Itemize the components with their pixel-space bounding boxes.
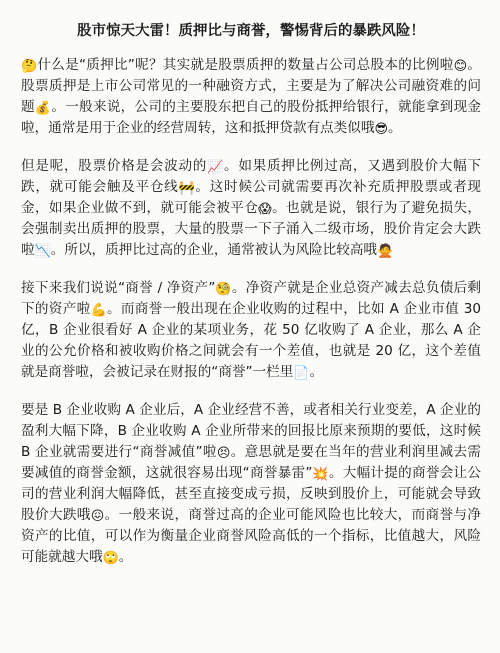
- paragraph-text: 。一般来说，商誉过高的企业可能风险也比较大，而商誉与净资产的比值，可以作为衡量企业商誉风险高低的一个指标，比值越大，风险可能就越大哦: [21, 507, 482, 565]
- paragraph-text: 。如果质押比例过高，又遇到股价大幅下跌，就可能会触及平仓线: [21, 158, 482, 195]
- paragraph-text: 但是呢，股票价格是会波动的: [21, 158, 208, 174]
- emoji-icon: 📄: [293, 366, 310, 381]
- paragraph-text: 。股票质押是上市公司常见的一种融资方式，主要是为了解决公司融资难的问题: [21, 57, 482, 115]
- paragraph-text: 。这时候公司就需要再次补充质押股票或者现金，如果企业做不到，就可能会被平仓: [21, 179, 482, 216]
- emoji-icon: 🙄: [102, 551, 119, 566]
- emoji-icon: 😎: [374, 122, 388, 137]
- paragraph-text: 。也就是说，银行为了避免损失，会强制卖出质押的股票，大量的股票一下子涌入二级市场，股价肯定会大跌啦: [21, 200, 482, 258]
- emoji-icon: 💰: [34, 101, 52, 116]
- paragraph-text: 。: [309, 364, 324, 380]
- paragraph: [21, 156, 481, 261]
- paragraph-text: 。: [118, 549, 133, 565]
- emoji-icon: 💪: [90, 303, 107, 318]
- paragraph-text: 接下来我们说说“商誉 / 净资产”: [21, 280, 216, 296]
- paragraph-text: 。意思就是要在当年的营业利润里减去需要减值的商誉金额，这就很容易出现“商誉暴雷”: [21, 444, 482, 481]
- emoji-icon: 📈: [207, 160, 224, 175]
- emoji-icon: 📉: [34, 244, 51, 259]
- paragraph-text: 。所以，质押比过高的企业，通常被认为风险比较高哦: [50, 242, 378, 258]
- paragraph-text: 。大幅计提的商誉会让公司的营业利润大幅降低，甚至直接变成亏损，反映到股价上，可能就会导致股价大跌哦: [21, 465, 481, 523]
- emoji-icon: 🤔: [21, 59, 38, 74]
- emoji-icon: 🚧: [178, 181, 195, 196]
- emoji-icon: 🧐: [215, 282, 232, 297]
- paragraph-text: 。: [388, 120, 402, 136]
- emoji-icon: 😊: [453, 59, 468, 74]
- paragraph-text: 。一般来说，公司的主要股东把自己的股份抵押给银行，就能拿到现金啦，通常是用于企业的经营周转，这和抵押贷款有点类似哦: [21, 99, 482, 136]
- emoji-icon: 😣: [216, 446, 231, 461]
- emoji-icon: 😖: [90, 509, 105, 524]
- paragraph: [21, 278, 481, 383]
- paragraph-text: 。净资产就是企业总资产减去总负债后剩下的资产啦: [21, 280, 482, 317]
- paragraph-text: 什么是“质押比”呢？其实就是股票质押的数量占公司总股本的比例啦: [37, 57, 454, 73]
- emoji-icon: 🙅: [377, 244, 394, 259]
- paragraph: [21, 400, 481, 568]
- article-body: [21, 55, 481, 568]
- emoji-icon: 😱: [258, 202, 272, 217]
- paragraph-text: 要是 B 企业收购 A 企业后，A 企业经营不善，或者相关行业变差，A 企业的盈利大幅下降，B 企业收购 A 企业所带来的回报比原来预期的要低，这时候 B 企业就需要进行“商誉减值”啦: [21, 402, 481, 460]
- paragraph: [21, 55, 481, 139]
- paragraph-text: 。而商誉一般出现在企业收购的过程中，比如 A 企业市值 30 亿，B 企业很看好 A 企业的某项业务，花 50 亿收购了 A 企业，那么 A 企业的公允价格和被收购价格之间就会有一个差值，也就是 20 亿，这个差值就是商誉啦，会被记录在财报的“商誉”一栏里: [21, 301, 482, 380]
- article-title: 股市惊天大雷！质押比与商誉，警惕背后的暴跌风险！: [77, 23, 425, 39]
- emoji-icon: 💥: [312, 467, 329, 482]
